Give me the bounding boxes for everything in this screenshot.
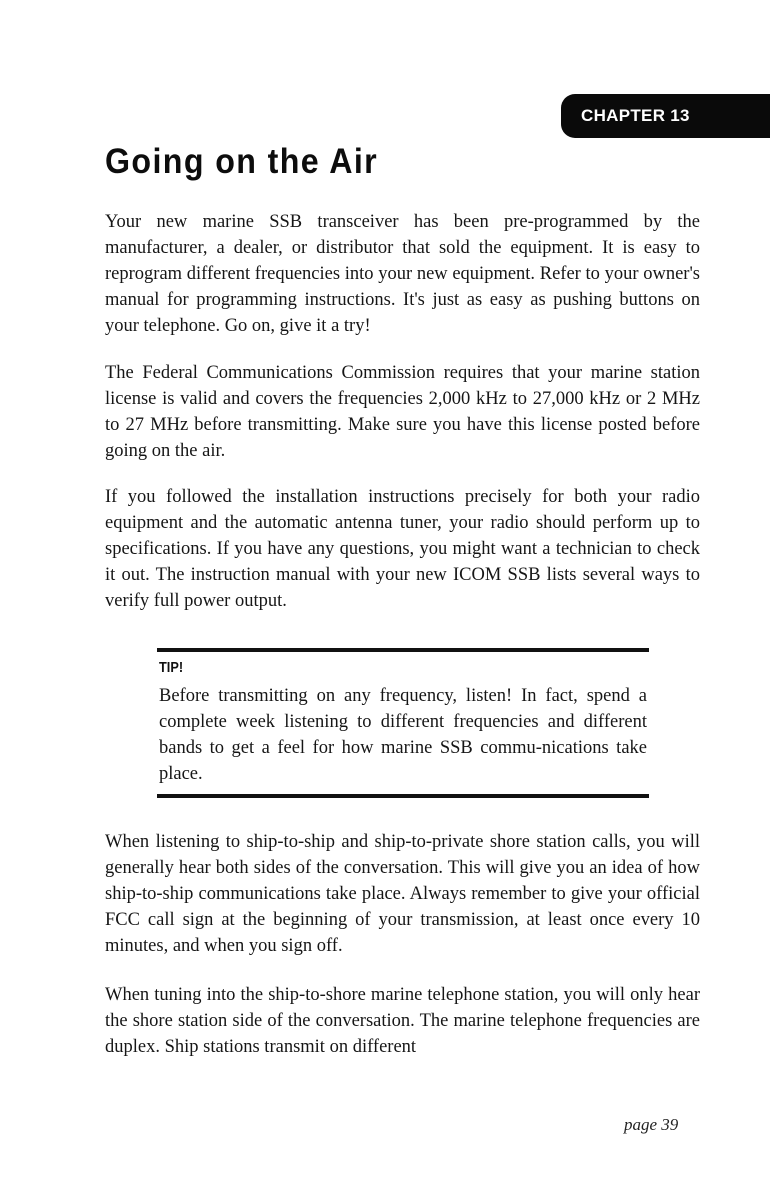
chapter-tab: CHAPTER 13 bbox=[561, 94, 770, 138]
body-paragraph: When listening to ship-to-ship and ship-to-private shore station calls, you will generally hear both sides of the conversation. This will give you an idea of how ship-to-ship communications take place. Always remember to give your official FCC call sign at the beginning of your transmission, at least once every 10 minutes, and when you sign off. bbox=[105, 832, 700, 956]
tip-label: TIP! bbox=[159, 659, 184, 676]
body-paragraph: The Federal Communications Commission requires that your marine station license is valid and covers the frequencies 2,000 kHz to 27,000 kHz or 2 MHz to 27 MHz before transmitting. Make sure you have this license posted before going on the air. bbox=[105, 363, 700, 461]
body-paragraph: If you followed the installation instructions precisely for both your radio equipment and the automatic antenna tuner, your radio should perform up to specifications. If you have any questions, you might want a technician to check it out. The instruction manual with your new ICOM SSB lists several ways to verify full power output. bbox=[105, 487, 700, 611]
page-title: Going on the Air bbox=[105, 142, 379, 181]
tip-text: Before transmitting on any frequency, listen! In fact, spend a complete week listening to different frequencies and different bands to get a feel for how marine SSB commu-nications take place. bbox=[159, 686, 647, 784]
body-paragraph: Your new marine SSB transceiver has been pre-programmed by the manufacturer, a dealer, or distributor that sold the equipment. It is easy to reprogram different frequencies into your new equipment. Refer to your owner's manual for programming instructions. It's just as easy as pushing buttons on your telephone. Go on, give it a try! bbox=[105, 212, 700, 336]
page-number: page 39 bbox=[624, 1115, 679, 1134]
tip-box bbox=[157, 648, 649, 798]
body-paragraph: When tuning into the ship-to-shore marine telephone station, you will only hear the shore station side of the conversation. The marine telephone frequencies are duplex. Ship stations transmit on different bbox=[105, 985, 700, 1057]
